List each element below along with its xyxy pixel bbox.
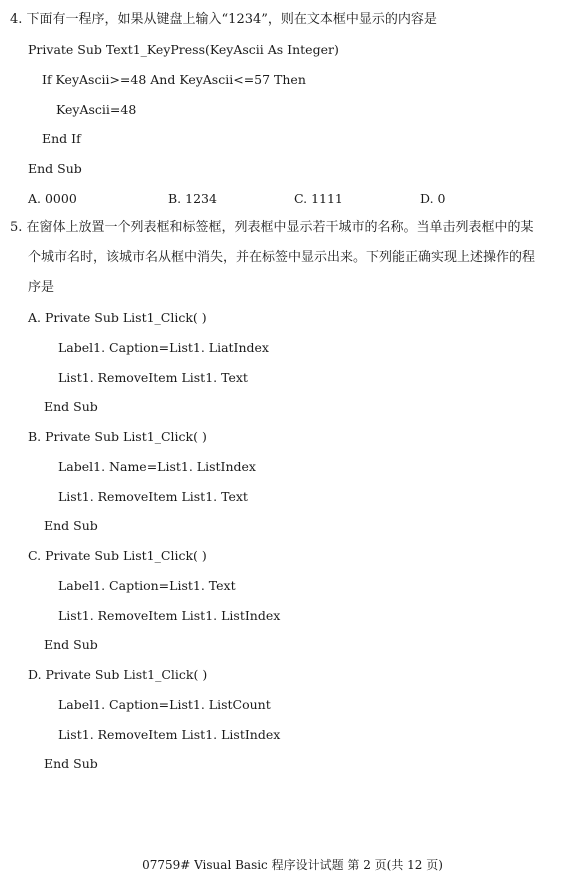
code-line: KeyAscii=48 — [56, 102, 137, 117]
code-line: List1. RemoveItem List1. ListIndex — [58, 608, 281, 623]
page-footer: 07759# Visual Basic 程序设计试题 第 2 页(共 12 页) — [142, 858, 443, 872]
code-line: End If — [42, 131, 81, 146]
option-a: A. 0000 — [28, 191, 77, 206]
code-line: End Sub — [44, 518, 98, 533]
code-line: End Sub — [28, 161, 82, 176]
code-line: Label1. Caption=List1. Text — [58, 578, 236, 593]
code-line: List1. RemoveItem List1. Text — [58, 370, 248, 385]
option-header: B. Private Sub List1_Click( ) — [28, 429, 207, 444]
code-line: Label1. Name=List1. ListIndex — [58, 459, 256, 474]
code-line: Label1. Caption=List1. LiatIndex — [58, 340, 269, 355]
code-line: Private Sub Text1_KeyPress(KeyAscii As Integer) — [28, 42, 339, 57]
option-header: C. Private Sub List1_Click( ) — [28, 548, 207, 563]
question-5-stem-line: 5. 在窗体上放置一个列表框和标签框，列表框中显示若干城市的名称。当单击列表框中的某 — [10, 220, 534, 235]
option-c: C. 1111 — [294, 191, 343, 206]
code-line: If KeyAscii>=48 And KeyAscii<=57 Then — [42, 72, 306, 87]
question-5-stem-line: 个城市名时，该城市名从框中消失，并在标签中显示出来。下列能正确实现上述操作的程 — [28, 250, 536, 265]
option-d: D. 0 — [420, 191, 446, 206]
code-line: End Sub — [44, 756, 98, 771]
question-4-stem: 4. 下面有一程序，如果从键盘上输入“1234”，则在文本框中显示的内容是 — [10, 12, 437, 27]
option-header: D. Private Sub List1_Click( ) — [28, 667, 208, 682]
option-header: A. Private Sub List1_Click( ) — [28, 310, 207, 325]
code-line: Label1. Caption=List1. ListCount — [58, 697, 271, 712]
question-5-stem-line: 序是 — [28, 280, 55, 295]
option-b: B. 1234 — [168, 191, 217, 206]
code-line: End Sub — [44, 399, 98, 414]
code-line: List1. RemoveItem List1. Text — [58, 489, 248, 504]
code-line: List1. RemoveItem List1. ListIndex — [58, 727, 281, 742]
code-line: End Sub — [44, 637, 98, 652]
